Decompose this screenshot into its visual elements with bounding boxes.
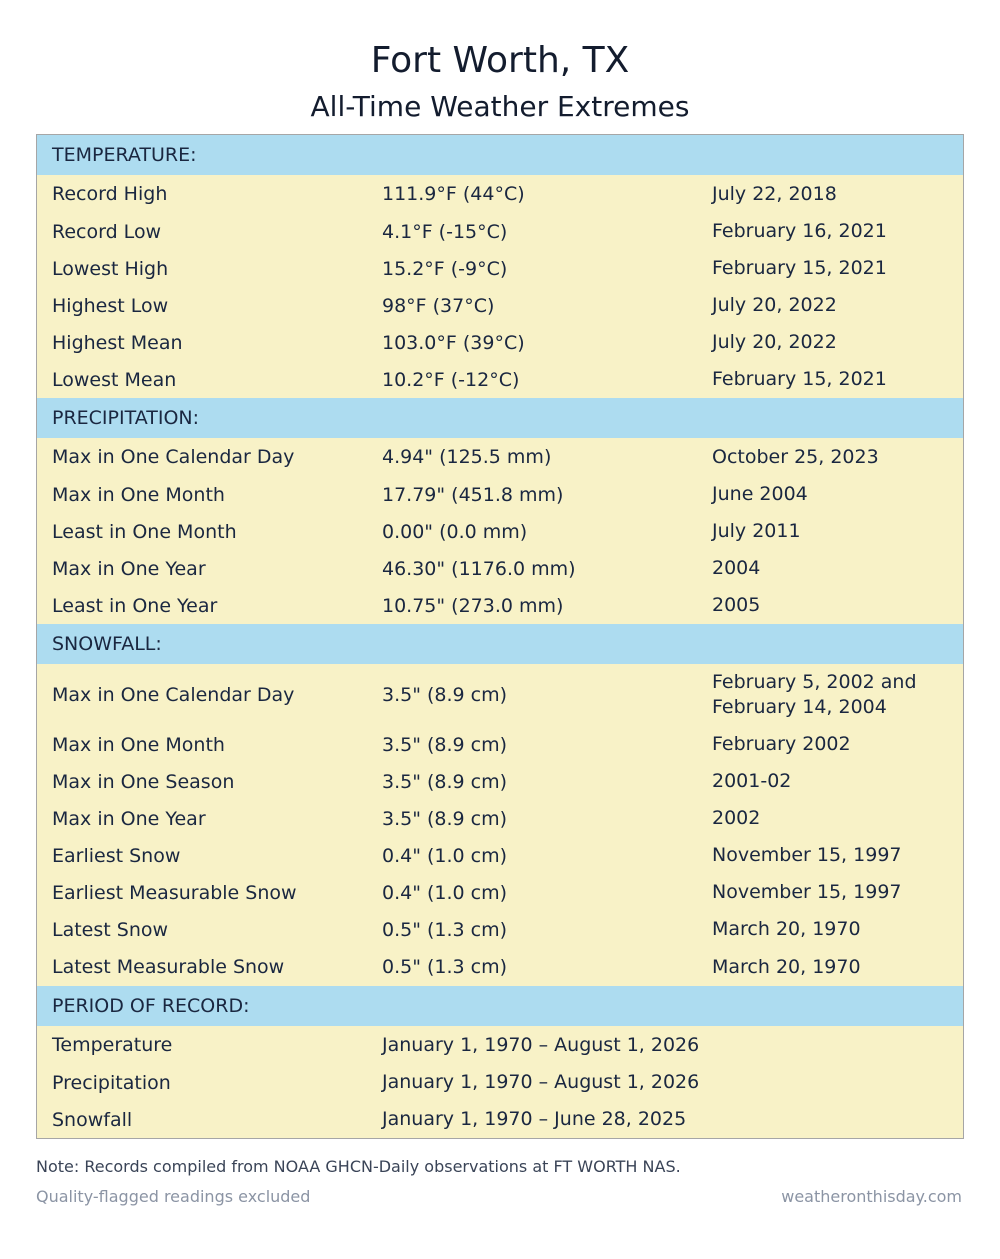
row-value: 3.5" (8.9 cm) [382,733,508,756]
row-value: 0.5" (1.3 cm) [382,918,508,941]
row-date: 2005 [712,594,761,616]
row-value: 10.75" (273.0 mm) [382,594,564,617]
row-value: 15.2°F (-9°C) [382,257,508,280]
quality-note: Quality-flagged readings excluded [36,1187,311,1206]
section-header-temperature: TEMPERATURE: [37,135,963,175]
row-date: July 20, 2022 [712,331,837,353]
table-row [37,587,963,624]
row-label: Precipitation [52,1071,171,1094]
row-label: Earliest Snow [52,844,181,867]
row-label: Max in One Calendar Day [52,446,295,468]
source-note: Note: Records compiled from NOAA GHCN-Daily observations at FT WORTH NAS. [36,1157,681,1176]
page-subtitle: All-Time Weather Extremes [310,90,690,123]
row-label: Lowest Mean [52,368,177,391]
row-label: Max in One Year [52,557,206,580]
row-date: February 15, 2021 [712,368,887,390]
row-date: 2002 [712,807,761,829]
row-value: 10.2°F (-12°C) [382,368,520,391]
row-label: Max in One Month [52,733,225,756]
row-label: Lowest High [52,257,169,280]
row-value: 0.5" (1.3 cm) [382,956,508,978]
table-row [37,250,963,287]
table-row [37,324,963,361]
row-value: January 1, 1970 – August 1, 2026 [382,1033,700,1056]
table-row [37,911,963,948]
section-header-snowfall: SNOWFALL: [37,624,963,664]
row-date: February 2002 [712,733,851,755]
table-row [37,476,963,513]
table-row [37,874,963,911]
table-row [37,837,963,874]
section-header-period-of-record: PERIOD OF RECORD: [37,986,963,1026]
table-row [37,726,963,763]
row-label: Record High [52,183,168,205]
row-value: 3.5" (8.9 cm) [382,807,508,830]
table-row [37,763,963,800]
row-date: 2004 [712,557,761,579]
row-value: 98°F (37°C) [382,294,495,317]
table-row [37,948,963,986]
table-row [37,513,963,550]
table-row [37,1101,963,1138]
row-date: July 2011 [712,520,801,542]
row-value: 17.79" (451.8 mm) [382,483,564,506]
records-table [36,134,964,1139]
row-value: 0.4" (1.0 cm) [382,881,508,904]
table-row [37,213,963,250]
row-label: Earliest Measurable Snow [52,881,297,904]
row-date: July 22, 2018 [712,182,837,205]
row-date: February 15, 2021 [712,257,887,279]
table-row [37,1064,963,1101]
row-label: Max in One Season [52,770,235,793]
row-date: November 15, 1997 [712,881,902,903]
site-credit: weatheronthisday.com [781,1187,962,1206]
row-value: 46.30" (1176.0 mm) [382,557,576,580]
table-row [37,438,963,476]
row-value: January 1, 1970 – August 1, 2026 [382,1071,700,1093]
row-value: 3.5" (8.9 cm) [382,770,508,793]
table-row [37,1026,963,1064]
row-label: Highest Low [52,294,169,317]
row-label: Temperature [52,1034,173,1056]
row-label: Least in One Month [52,520,237,543]
row-date-line: February 14, 2004 [712,696,887,718]
table-row [37,175,963,213]
row-label: Record Low [52,220,162,243]
row-value: January 1, 1970 – June 28, 2025 [382,1108,687,1130]
table-row [37,800,963,837]
row-date: October 25, 2023 [712,445,879,468]
table-row [37,361,963,398]
row-date: 2001-02 [712,770,792,792]
row-label: Latest Measurable Snow [52,956,285,978]
row-value: 3.5" (8.9 cm) [382,684,508,706]
row-label: Max in One Calendar Day [52,684,295,706]
row-label: Latest Snow [52,918,169,941]
row-date: June 2004 [712,483,808,505]
table-row [37,287,963,324]
row-label: Max in One Month [52,483,225,506]
row-label: Least in One Year [52,594,218,617]
row-date [712,670,963,720]
row-date-line: February 5, 2002 and [712,671,917,693]
row-label: Snowfall [52,1108,133,1131]
row-label: Max in One Year [52,807,206,830]
row-value: 4.94" (125.5 mm) [382,446,552,468]
page-title: Fort Worth, TX [370,40,630,81]
row-label: Highest Mean [52,331,183,354]
row-date: November 15, 1997 [712,844,902,866]
row-date: March 20, 1970 [712,955,861,978]
row-value: 4.1°F (-15°C) [382,220,508,243]
row-value: 0.4" (1.0 cm) [382,844,508,867]
row-value: 103.0°F (39°C) [382,331,525,354]
table-row [37,550,963,587]
row-date: February 16, 2021 [712,220,887,242]
table-row [37,664,963,726]
row-date: July 20, 2022 [712,294,837,316]
row-value: 0.00" (0.0 mm) [382,520,528,543]
section-header-precipitation: PRECIPITATION: [37,398,963,438]
row-date: March 20, 1970 [712,918,861,940]
row-value: 111.9°F (44°C) [382,183,525,205]
